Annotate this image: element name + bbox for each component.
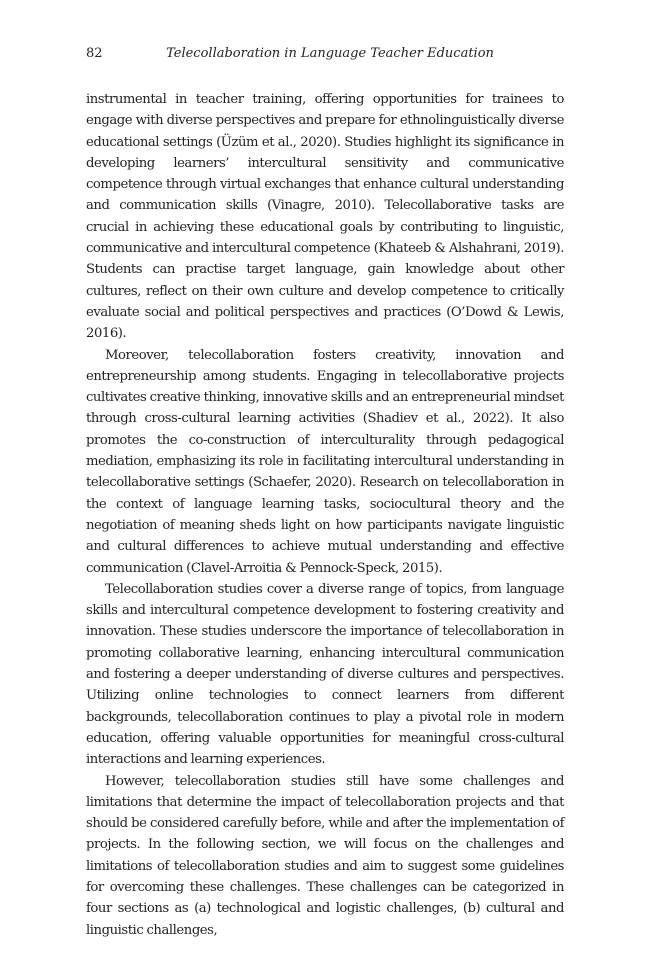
paragraph-1: instrumental in teacher training, offering opportunities for trainees to engage with diverse perspectives and prepare for ethnolinguistically diverse educational settings (Üzüm et al., 2020). Studies highlight its significance in developing learners’ intercultural sensitivity and communicative competence through virtual exchanges that enhance cultural understanding and communication skills (Vinagre, 2010). Telecollaborative tasks are crucial in achieving these educational goals by contributing to linguistic, communicative and intercultural competence (Khateeb & Alshahrani, 2019). Students can practise target language, gain knowledge about other cultures, reflect on their own culture and develop competence to critically evaluate social and political perspectives and practices (O’Dowd & Lewis, 2016). [86, 92, 564, 342]
page-number: 82 [86, 46, 103, 61]
paragraph-3: Telecollaboration studies cover a diverse range of topics, from language skills and intercultural competence development to fostering creativity and innovation. These studies underscore the importance of telecollaboration in promoting collaborative learning, enhancing intercultural communication and fostering a deeper understanding of diverse cultures and perspectives. Utilizing online technologies to connect learners from different backgrounds, telecollaboration continues to play a pivotal role in modern education, offering valuable opportunities for meaningful cross-cultural interactions and learning experiences. [86, 581, 564, 768]
paragraph-4: However, telecollaboration studies still have some challenges and limitations that determine the impact of telecollaboration projects and that should be considered carefully before, while and after the implementation of projects. In the following section, we will focus on the challenges and limitations of telecollaboration studies and aim to suggest some guidelines for overcoming these challenges. These challenges can be categorized in four sections as (a) technological and logistic challenges, (b) cultural and linguistic challenges, [86, 773, 564, 938]
body-text [86, 89, 564, 941]
paragraph-2: Moreover, telecollaboration fosters creativity, innovation and entrepreneurship among students. Engaging in telecollaborative projects cultivates creative thinking, innovative skills and an entrepreneurial mindset through cross-cultural learning activities (Shadiev et al., 2022). It also promotes the co-construction of interculturality through pedagogical mediation, emphasizing its role in facilitating intercultural understanding in telecollaborative settings (Schaefer, 2020). Research on telecollaboration in the context of language learning tasks, sociocultural theory and the negotiation of meaning sheds light on how participants navigate linguistic and cultural differences to achieve mutual understanding and effective communication (Clavel-Arroitia & Pennock-Speck, 2015). [86, 347, 564, 576]
running-title: Telecollaboration in Language Teacher Education [166, 46, 494, 61]
running-head [86, 44, 564, 64]
